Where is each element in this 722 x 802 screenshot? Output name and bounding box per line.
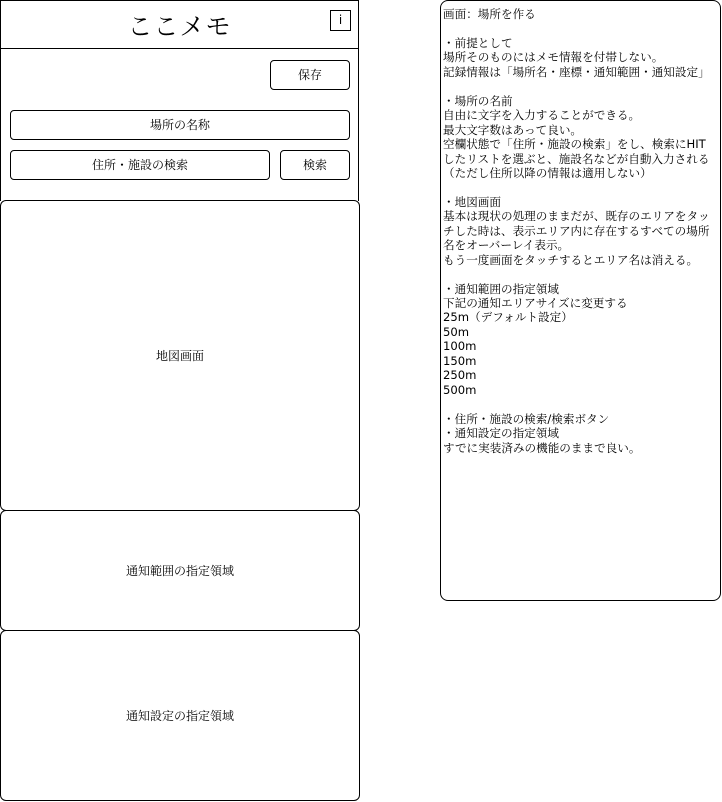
notes-line: ・住所・施設の検索/検索ボタン: [443, 411, 610, 426]
notes-line: ・通知範囲の指定領域: [443, 281, 559, 296]
notification-setting-area[interactable]: [0, 630, 360, 801]
notes-line: 250m: [443, 368, 477, 383]
info-button[interactable]: i: [330, 10, 351, 31]
notes-line: 100m: [443, 339, 477, 354]
notes-line: すでに実装済みの機能のままで良い。: [443, 440, 641, 455]
notes-line: ・場所の名前: [443, 93, 513, 108]
notes-line: （ただし住所以降の情報は適用しない）: [443, 165, 652, 180]
place-name-field[interactable]: 場所の名称: [10, 110, 350, 140]
notes-line: 下記の通知エリアサイズに変更する: [443, 296, 628, 310]
app-header: [0, 0, 359, 49]
notes-line: もう一度画面をタッチするとエリア名は消える。: [443, 252, 699, 267]
notes-line: [443, 267, 720, 281]
notes-line: ・通知設定の指定領域: [443, 426, 559, 441]
save-button[interactable]: 保存: [270, 60, 350, 90]
notes-line: 150m: [443, 353, 477, 368]
notes-line: [443, 79, 720, 93]
notes-line: ・地図画面: [443, 194, 501, 209]
search-button[interactable]: 検索: [280, 150, 350, 180]
notes-line: 場所そのものにはメモ情報を付帯しない。: [443, 50, 664, 65]
notes-line: 画面：場所を作る: [443, 7, 536, 21]
app-title: ここメモ: [127, 12, 232, 41]
notification-setting-label: 通知設定の指定領域: [125, 709, 234, 723]
notes-line: 空欄状態で「住所・施設の検索」をし、検索にHIT: [443, 137, 706, 152]
notes-line: 25m（デフォルト設定）: [443, 310, 573, 325]
notes-line: 最大文字数はあって良い。: [443, 122, 583, 137]
map-area-label: 地図画面: [155, 349, 204, 363]
notes-line: 自由に文字を入力することができる。: [443, 108, 641, 123]
notes-line: [443, 180, 720, 194]
address-search-field[interactable]: 住所・施設の検索: [10, 150, 270, 180]
notes-line: 500m: [443, 382, 477, 397]
notification-range-label: 通知範囲の指定領域: [125, 564, 234, 578]
notes-line: 50m: [443, 324, 470, 339]
notes-line: 記録情報は「場所名・座標・通知範囲・通知設定」: [443, 64, 710, 79]
notes-line: ・前提として: [443, 35, 513, 50]
notes-line: したリストを選ぶと、施設名などが自動入力される: [443, 151, 710, 166]
notes-line: [443, 397, 720, 411]
notes-line: [443, 21, 720, 35]
notes-panel: [440, 0, 721, 601]
notes-line: 名をオーバーレイ表示。: [443, 238, 570, 253]
notes-line: 基本は現状の処理のままだが、既存のエリアをタッ: [443, 209, 710, 224]
notification-range-area[interactable]: [0, 510, 360, 631]
map-area[interactable]: [0, 200, 360, 511]
notes-line: チした時は、表示エリア内に存在するすべての場所: [443, 223, 710, 238]
